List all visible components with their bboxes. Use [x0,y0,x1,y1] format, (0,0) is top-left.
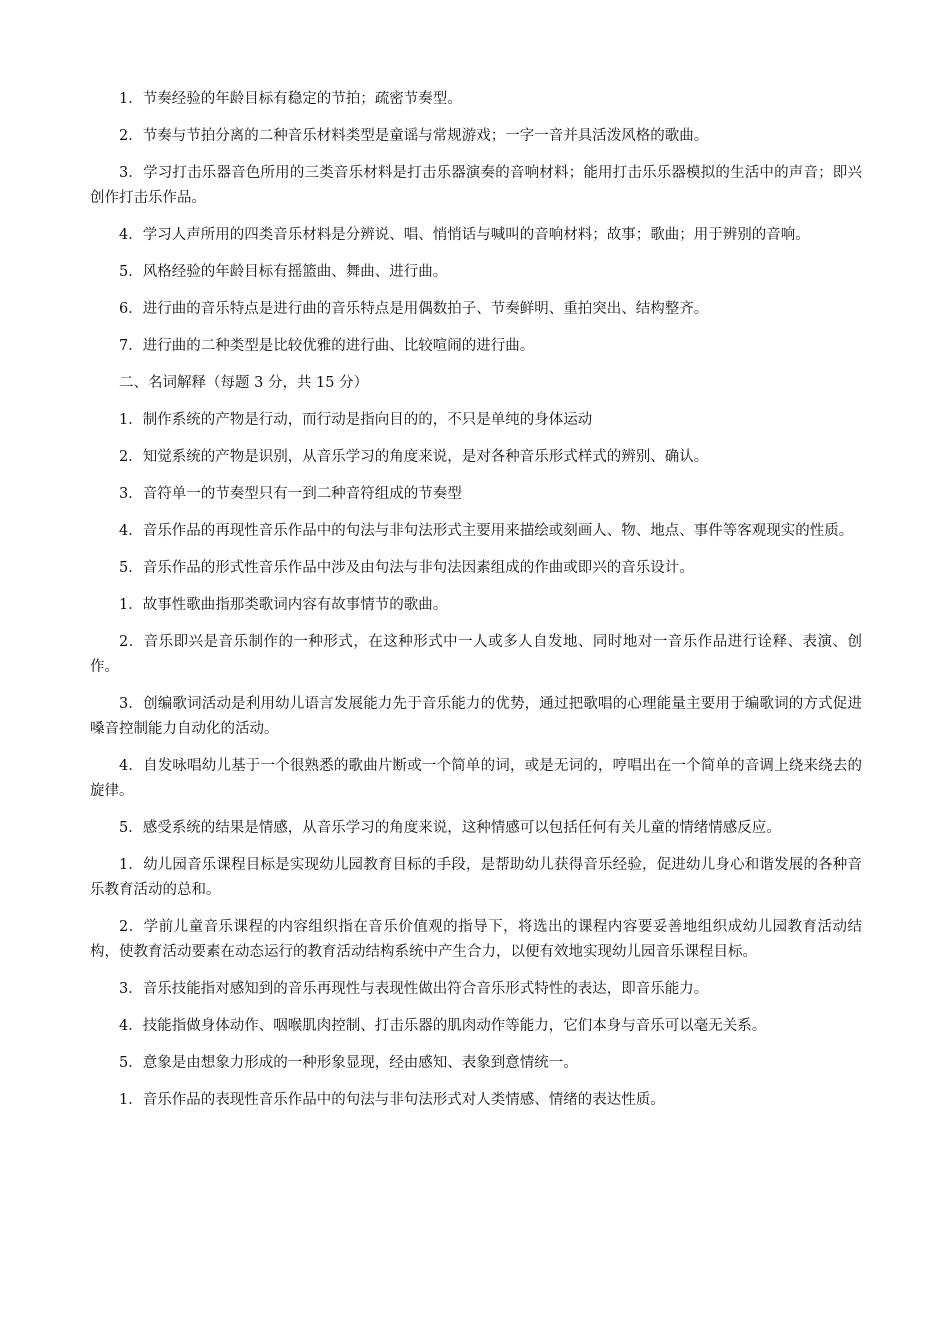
paragraph-1: 1．节奏经验的年龄目标有稳定的节拍；疏密节奏型。 [119,91,462,107]
paragraph-6: 6．进行曲的音乐特点是进行曲的音乐特点是用偶数拍子、节奏鲜明、重拍突出、结构整齐。 [119,301,709,317]
paragraph-2: 2．节奏与节拍分离的二种音乐材料类型是童谣与常规游戏；一字一音并具活泼风格的歌曲。 [119,128,709,144]
paragraph-10: 2．知觉系统的产物是识别，从音乐学习的角度来说，是对各种音乐形式样式的辨别、确认。 [119,449,709,465]
paragraph-12: 4．音乐作品的再现性音乐作品中的句法与非句法形式主要用来描绘或刻画人、物、地点、事件等客观现实的性质。 [119,523,854,539]
paragraph-22: 4．技能指做身体动作、咽喉肌肉控制、打击乐器的肌肉动作等能力，它们本身与音乐可以毫无关系。 [119,1018,767,1034]
paragraph-9: 1．制作系统的产物是行动，而行动是指向目的的，不只是单纯的身体运动 [119,412,593,428]
section-heading-definitions: 二、名词解释（每题 3 分，共 15 分） [119,375,369,391]
paragraph-23: 5．意象是由想象力形成的一种形象显现，经由感知、表象到意情统一。 [119,1055,578,1071]
paragraph-13: 5．音乐作品的形式性音乐作品中涉及由句法与非句法因素组成的作曲或即兴的音乐设计。 [119,560,694,576]
paragraph-17: 4．自发咏唱幼儿基于一个很熟悉的歌曲片断或一个简单的词，或是无词的，哼唱出在一个简单的音调上绕来绕去的旋律。 [90,758,862,799]
paragraph-21: 3．音乐技能指对感知到的音乐再现性与表现性做出符合音乐形式特性的表达，即音乐能力。 [119,981,709,997]
paragraph-4: 4．学习人声所用的四类音乐材料是分辨说、唱、悄悄话与喊叫的音响材料；故事；歌曲；用于辨别的音响。 [119,227,810,243]
paragraph-3: 3．学习打击乐器音色所用的三类音乐材料是打击乐器演奏的音响材料；能用打击乐乐器模拟的生活中的声音；即兴创作打击乐作品。 [90,165,862,206]
paragraph-14: 1．故事性歌曲指那类歌词内容有故事情节的歌曲。 [119,597,448,613]
paragraph-24: 1．音乐作品的表现性音乐作品中的句法与非句法形式对人类情感、情绪的表达性质。 [119,1092,665,1108]
paragraph-20: 2．学前儿童音乐课程的内容组织指在音乐价值观的指导下，将选出的课程内容要妥善地组织成幼儿园教育活动结构，使教育活动要素在动态运行的教育活动结构系统中产生合力，以便有效地实现幼儿园音乐课程目标。 [90,919,862,960]
paragraph-5: 5．风格经验的年龄目标有摇篮曲、舞曲、进行曲。 [119,264,448,280]
paragraph-16: 3．创编歌词活动是利用幼儿语言发展能力先于音乐能力的优势，通过把歌唱的心理能量主要用于编歌词的方式促进嗓音控制能力自动化的活动。 [90,696,862,737]
paragraph-18: 5．感受系统的结果是情感，从音乐学习的角度来说，这种情感可以包括任何有关儿童的情绪情感反应。 [119,820,781,836]
paragraph-15: 2．音乐即兴是音乐制作的一种形式，在这种形式中一人或多人自发地、同时地对一音乐作品进行诠释、表演、创作。 [90,634,862,675]
paragraph-7: 7．进行曲的二种类型是比较优雅的进行曲、比较喧闹的进行曲。 [119,338,535,354]
paragraph-19: 1．幼儿园音乐课程目标是实现幼儿园教育目标的手段，是帮助幼儿获得音乐经验，促进幼儿身心和谐发展的各种音乐教育活动的总和。 [90,857,862,898]
paragraph-11: 3．音符单一的节奏型只有一到二种音符组成的节奏型 [119,486,462,502]
